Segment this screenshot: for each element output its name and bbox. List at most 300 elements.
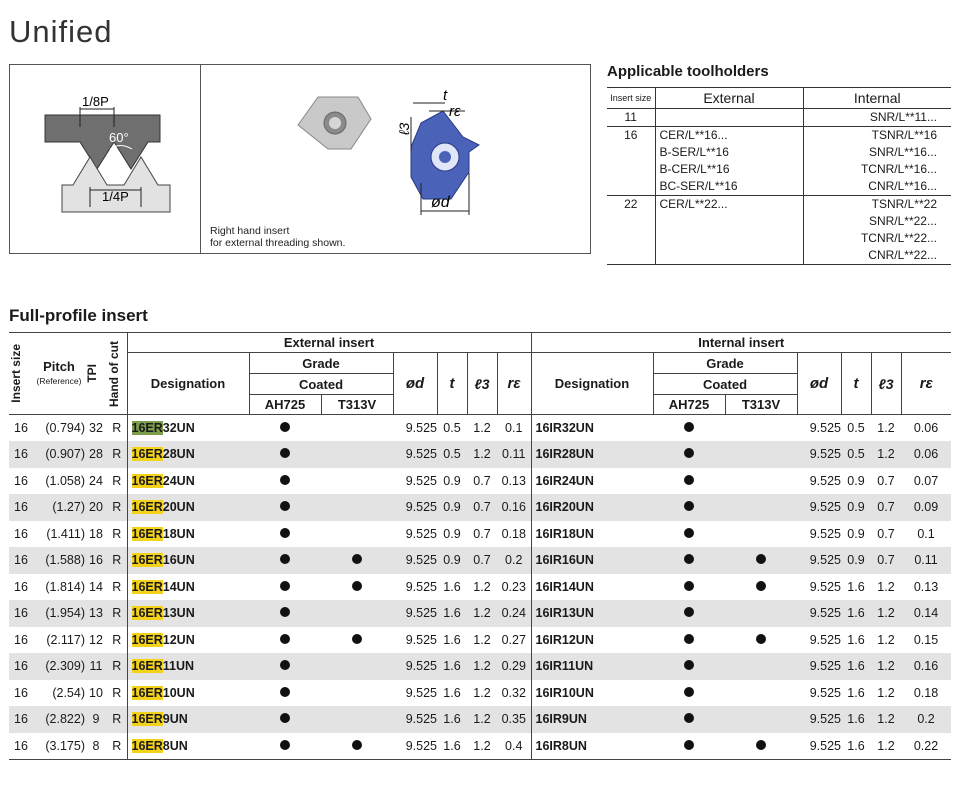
cell-int-ah725 xyxy=(653,574,725,601)
thread-profile-diagram xyxy=(40,87,180,217)
cell-int-od: 9.525 xyxy=(809,579,841,594)
toolholder-external xyxy=(655,247,803,265)
cell-ext-t: 0.9 xyxy=(437,494,467,521)
cell-tpi: 24 xyxy=(89,473,103,488)
cell-int-re: 0.16 xyxy=(901,653,951,680)
cell-int-t313v xyxy=(725,468,797,495)
cell-int-ah725 xyxy=(653,653,725,680)
cell-ext-od: 9.525 xyxy=(405,579,437,594)
ext-designation-prefix: 16ER xyxy=(131,632,163,647)
insert-row xyxy=(9,680,951,707)
cell-int-t313v xyxy=(725,627,797,654)
cell-ext-ah725 xyxy=(249,415,321,442)
cell-hand: R xyxy=(107,653,127,680)
cell-ext-designation xyxy=(127,653,249,680)
th-hand-of-cut: Hand of cut xyxy=(107,333,127,415)
cell-int-od: 9.525 xyxy=(809,473,841,488)
cell-int-l3: 1.2 xyxy=(877,685,895,700)
toolholder-row xyxy=(607,127,951,145)
cell-pitch: (3.175) xyxy=(33,733,85,760)
cell-int-l3: 0.7 xyxy=(871,547,901,574)
cell-int-t: 1.6 xyxy=(841,733,871,760)
toolholder-internal: TSNR/L**22 xyxy=(871,197,937,211)
insert-row xyxy=(9,600,951,627)
cell-ext-designation xyxy=(127,680,249,707)
ext-designation-suffix: 10UN xyxy=(162,685,195,700)
cell-int-designation: 16IR24UN xyxy=(535,473,594,488)
cell-pitch: (1.814) xyxy=(45,579,85,594)
cell-size: 16 xyxy=(9,494,33,521)
cell-int-t: 1.6 xyxy=(847,685,865,700)
ext-designation-suffix: 24UN xyxy=(162,473,195,488)
cell-ext-t313v xyxy=(321,521,393,548)
cell-ext-re: 0.1 xyxy=(497,415,531,442)
cell-pitch: (1.058) xyxy=(45,473,85,488)
cell-int-ah725 xyxy=(653,441,725,468)
insert-row xyxy=(9,627,951,654)
toolholder-size xyxy=(607,247,655,265)
cell-int-ah725 xyxy=(653,600,725,627)
cell-pitch: (1.588) xyxy=(33,547,85,574)
cell-int-designation: 16IR10UN xyxy=(535,685,594,700)
cell-int-ah725 xyxy=(653,680,725,707)
label-60deg: 60° xyxy=(109,130,129,145)
th-ext-t: t xyxy=(437,353,467,415)
cell-ext-t: 1.6 xyxy=(437,653,467,680)
grade-dot xyxy=(280,713,290,723)
grade-dot xyxy=(280,607,290,617)
th-external-insert: External insert xyxy=(127,333,531,353)
cell-int-t: 1.6 xyxy=(841,653,871,680)
grade-dot xyxy=(756,740,766,750)
cell-ext-od: 9.525 xyxy=(393,600,437,627)
cell-int-od: 9.525 xyxy=(797,494,841,521)
th-int-t: t xyxy=(841,353,871,415)
toolholder-external: B-CER/L**16 xyxy=(655,161,803,178)
insert-row xyxy=(9,706,951,733)
insert-row xyxy=(9,521,951,548)
cell-ext-t313v xyxy=(321,494,393,521)
cell-size: 16 xyxy=(14,526,28,541)
cell-ext-od: 9.525 xyxy=(405,632,437,647)
cell-size: 16 xyxy=(14,579,28,594)
cell-int-re: 0.11 xyxy=(901,547,951,574)
th-int-re: rε xyxy=(901,353,951,415)
ext-designation-suffix: 13UN xyxy=(162,606,195,621)
cell-tpi: 11 xyxy=(85,653,107,680)
grade-dot xyxy=(280,422,290,432)
cell-int-re: 0.15 xyxy=(913,632,939,647)
toolholder-row xyxy=(607,161,951,178)
grade-dot xyxy=(684,475,694,485)
diagram-divider xyxy=(200,65,201,253)
ext-designation-prefix: 16ER xyxy=(131,421,163,435)
toolholder-external xyxy=(655,213,803,230)
cell-int-ah725 xyxy=(653,733,725,760)
cell-ext-l3: 0.7 xyxy=(467,494,497,521)
cell-ext-ah725 xyxy=(249,733,321,760)
cell-ext-ah725 xyxy=(249,574,321,601)
full-profile-table xyxy=(9,332,951,760)
cell-int-designation: 16IR16UN xyxy=(531,547,653,574)
cell-ext-re: 0.13 xyxy=(497,468,531,495)
cell-int-t: 1.6 xyxy=(841,600,871,627)
cell-tpi: 16 xyxy=(85,547,107,574)
label-t: t xyxy=(443,87,448,104)
cell-int-od: 9.525 xyxy=(809,421,841,435)
cell-ext-t: 0.9 xyxy=(443,526,461,541)
grade-dot xyxy=(756,581,766,591)
cell-ext-designation xyxy=(127,521,249,548)
cell-int-designation: 16IR11UN xyxy=(531,653,653,680)
cell-ext-t313v xyxy=(321,733,393,760)
cell-int-t: 1.6 xyxy=(841,706,871,733)
cell-hand: R xyxy=(107,733,127,760)
cell-ext-l3: 0.7 xyxy=(473,526,491,541)
cell-ext-ah725 xyxy=(249,468,321,495)
cell-ext-od: 9.525 xyxy=(393,706,437,733)
th-ext-coated: Coated xyxy=(249,374,393,395)
cell-ext-re: 0.24 xyxy=(497,600,531,627)
grade-dot xyxy=(280,528,290,538)
ext-designation-suffix: 32UN xyxy=(162,421,195,435)
cell-ext-re: 0.2 xyxy=(497,547,531,574)
cell-ext-l3: 0.7 xyxy=(467,547,497,574)
cell-pitch: (0.794) xyxy=(45,421,85,435)
grade-dot xyxy=(684,687,694,697)
cell-int-od: 9.525 xyxy=(797,706,841,733)
cell-ext-re: 0.27 xyxy=(497,627,531,654)
grade-dot xyxy=(280,687,290,697)
cell-int-l3: 1.2 xyxy=(871,733,901,760)
cell-int-designation: 16IR8UN xyxy=(531,733,653,760)
cell-ext-t: 1.6 xyxy=(437,733,467,760)
toolholder-row xyxy=(607,109,951,127)
cell-ext-l3: 1.2 xyxy=(467,706,497,733)
cell-int-re: 0.07 xyxy=(913,473,939,488)
cell-ext-od: 9.525 xyxy=(393,733,437,760)
page-title: Unified xyxy=(9,14,113,49)
ext-designation-prefix: 16ER xyxy=(131,738,163,753)
cell-hand: R xyxy=(107,574,127,601)
cell-hand: R xyxy=(107,600,127,627)
cell-ext-re: 0.4 xyxy=(497,733,531,760)
grade-dot xyxy=(684,740,694,750)
grade-dot xyxy=(280,501,290,511)
insert-row xyxy=(9,547,951,574)
th-ext-re: rε xyxy=(497,353,531,415)
cell-size: 16 xyxy=(9,547,33,574)
cell-ext-ah725 xyxy=(249,441,321,468)
ext-designation-suffix: 16UN xyxy=(162,553,195,568)
label-re: rε xyxy=(449,103,461,120)
cell-tpi: 8 xyxy=(85,733,107,760)
th-int-designation: Designation xyxy=(531,353,653,415)
cell-ext-t313v xyxy=(321,600,393,627)
cell-tpi: 32 xyxy=(89,421,103,435)
cell-int-l3: 1.2 xyxy=(871,706,901,733)
toolholder-row xyxy=(607,213,951,230)
th-ext-od: ød xyxy=(393,353,437,415)
toolholder-internal: SNR/L**11... xyxy=(803,109,951,127)
cell-int-ah725 xyxy=(653,547,725,574)
insert-diagram xyxy=(293,87,513,227)
cell-size: 16 xyxy=(9,600,33,627)
th-ext-ah725: AH725 xyxy=(249,395,321,415)
cell-ext-designation xyxy=(127,733,249,760)
cell-hand: R xyxy=(107,680,127,707)
cell-int-t: 1.6 xyxy=(847,579,865,594)
cell-int-re: 0.13 xyxy=(913,579,939,594)
cell-ext-t313v xyxy=(321,547,393,574)
cell-size: 16 xyxy=(9,441,33,468)
cell-ext-l3: 0.7 xyxy=(473,473,491,488)
toolholder-internal: SNR/L**22... xyxy=(868,214,937,228)
toolholder-external: B-SER/L**16 xyxy=(655,144,803,161)
cell-int-designation: 16IR12UN xyxy=(535,632,594,647)
cell-size: 16 xyxy=(14,421,28,435)
cell-ext-designation xyxy=(127,468,249,495)
ext-designation-suffix: 18UN xyxy=(162,526,195,541)
cell-hand: R xyxy=(107,468,127,495)
grade-dot xyxy=(352,554,362,564)
label-l3: ℓ3 xyxy=(396,122,412,135)
cell-int-od: 9.525 xyxy=(797,733,841,760)
cell-int-designation: 16IR18UN xyxy=(535,526,594,541)
cell-size: 16 xyxy=(14,632,28,647)
cell-int-re: 0.14 xyxy=(901,600,951,627)
cell-hand: R xyxy=(107,547,127,574)
cell-ext-l3: 1.2 xyxy=(473,685,491,700)
ext-designation-prefix: 16ER xyxy=(131,526,163,541)
grade-dot xyxy=(280,554,290,564)
cell-int-od: 9.525 xyxy=(797,441,841,468)
cell-ext-od: 9.525 xyxy=(393,494,437,521)
insert-row xyxy=(9,468,951,495)
ext-designation-suffix: 9UN xyxy=(162,712,188,727)
cell-int-l3: 0.7 xyxy=(877,526,895,541)
grade-dot xyxy=(352,740,362,750)
cell-int-designation: 16IR13UN xyxy=(531,600,653,627)
th-ext-t313v: T313V xyxy=(321,395,393,415)
caption-line-2: for external threading shown. xyxy=(210,237,346,249)
toolholder-internal: CNR/L**16... xyxy=(803,178,951,196)
cell-ext-t: 1.6 xyxy=(437,706,467,733)
th-int-grade: Grade xyxy=(653,353,797,374)
grade-dot xyxy=(756,554,766,564)
cell-int-re: 0.09 xyxy=(901,494,951,521)
cell-ext-l3: 1.2 xyxy=(473,421,491,435)
th-ext-designation: Designation xyxy=(127,353,249,415)
cell-ext-t313v xyxy=(321,706,393,733)
cell-int-l3: 1.2 xyxy=(877,632,895,647)
cell-tpi: 18 xyxy=(89,526,103,541)
cell-int-t: 0.9 xyxy=(847,473,865,488)
cell-int-od: 9.525 xyxy=(809,685,841,700)
cell-ext-t: 0.5 xyxy=(437,441,467,468)
cell-pitch: (0.907) xyxy=(33,441,85,468)
cell-int-t: 0.9 xyxy=(841,547,871,574)
cell-ext-ah725 xyxy=(249,627,321,654)
cell-ext-l3: 1.2 xyxy=(473,579,491,594)
grade-dot xyxy=(280,634,290,644)
cell-ext-designation xyxy=(127,706,249,733)
grade-dot xyxy=(352,634,362,644)
toolholder-external xyxy=(655,109,803,127)
th-int-coated: Coated xyxy=(653,374,797,395)
ext-designation-prefix: 16ER xyxy=(131,473,163,488)
cell-int-od: 9.525 xyxy=(797,653,841,680)
cell-int-t313v xyxy=(725,600,797,627)
cell-pitch: (1.411) xyxy=(46,526,85,541)
cell-int-od: 9.525 xyxy=(797,600,841,627)
cell-int-designation: 16IR20UN xyxy=(531,494,653,521)
insert-row xyxy=(9,653,951,680)
cell-size: 16 xyxy=(14,473,28,488)
ext-designation-suffix: 20UN xyxy=(162,500,195,515)
cell-hand: R xyxy=(107,706,127,733)
cell-int-ah725 xyxy=(653,706,725,733)
cell-ext-designation xyxy=(127,415,249,442)
toolholder-row xyxy=(607,230,951,247)
cell-int-designation: 16IR14UN xyxy=(535,579,594,594)
grade-dot xyxy=(684,607,694,617)
cell-ext-ah725 xyxy=(249,600,321,627)
insert-row xyxy=(9,494,951,521)
cell-ext-re: 0.29 xyxy=(497,653,531,680)
cell-size: 16 xyxy=(9,733,33,760)
cell-ext-re: 0.16 xyxy=(497,494,531,521)
cell-ext-od: 9.525 xyxy=(405,685,437,700)
cell-ext-ah725 xyxy=(249,521,321,548)
cell-int-l3: 1.2 xyxy=(871,600,901,627)
cell-tpi: 14 xyxy=(89,579,103,594)
insert-row xyxy=(9,441,951,468)
cell-ext-t: 0.5 xyxy=(443,421,461,435)
toolholder-external xyxy=(655,230,803,247)
cell-ext-designation xyxy=(127,547,249,574)
ext-designation-prefix: 16ER xyxy=(131,685,163,700)
toolholder-external: CER/L**22... xyxy=(655,196,803,214)
toolholders-title: Applicable toolholders xyxy=(607,63,769,80)
cell-int-ah725 xyxy=(653,494,725,521)
cell-int-ah725 xyxy=(653,468,725,495)
toolholder-size xyxy=(607,213,655,230)
cell-ext-designation xyxy=(127,441,249,468)
cell-int-l3: 1.2 xyxy=(871,653,901,680)
toolholder-size xyxy=(607,161,655,178)
th-tpi: TPI xyxy=(85,333,107,415)
cell-ext-t313v xyxy=(321,627,393,654)
ext-designation-prefix: 16ER xyxy=(131,579,163,594)
cell-int-l3: 1.2 xyxy=(877,579,895,594)
toolholder-internal: TCNR/L**22... xyxy=(860,231,937,245)
ext-designation-prefix: 16ER xyxy=(131,500,163,515)
cell-int-re: 0.06 xyxy=(901,441,951,468)
grade-dot xyxy=(684,634,694,644)
cell-int-t313v xyxy=(725,441,797,468)
cell-int-ah725 xyxy=(653,521,725,548)
cell-ext-od: 9.525 xyxy=(393,547,437,574)
toolholder-size: 22 xyxy=(624,197,638,211)
cell-int-od: 9.525 xyxy=(797,547,841,574)
cell-int-l3: 1.2 xyxy=(877,421,895,435)
cell-ext-re: 0.35 xyxy=(497,706,531,733)
toolholder-size: 11 xyxy=(607,109,655,127)
grade-dot xyxy=(684,581,694,591)
cell-int-t313v xyxy=(725,547,797,574)
cell-hand: R xyxy=(107,494,127,521)
cell-ext-designation xyxy=(127,574,249,601)
cell-int-t313v xyxy=(725,653,797,680)
grade-dot xyxy=(684,448,694,458)
ext-designation-suffix: 11UN xyxy=(162,659,195,674)
insert-hole-inner xyxy=(329,117,341,129)
label-1-4p: 1/4P xyxy=(102,189,129,204)
cell-int-t313v xyxy=(725,680,797,707)
insert-row xyxy=(9,415,951,442)
cell-ext-ah725 xyxy=(249,680,321,707)
cell-int-designation: 16IR9UN xyxy=(531,706,653,733)
cell-hand: R xyxy=(107,521,127,548)
cell-ext-t: 1.6 xyxy=(443,685,461,700)
th-internal-insert: Internal insert xyxy=(531,333,951,353)
th-insert-size: Insert size xyxy=(607,88,655,109)
cell-size: 16 xyxy=(14,685,28,700)
toolholder-internal: TCNR/L**16... xyxy=(860,162,937,176)
cell-int-od: 9.525 xyxy=(809,526,841,541)
th-pitch: Pitch (Reference) xyxy=(33,333,85,415)
cell-tpi: 10 xyxy=(89,685,103,700)
grade-dot xyxy=(280,581,290,591)
cell-ext-re: 0.18 xyxy=(497,521,531,548)
th-int-l3: ℓ3 xyxy=(871,353,901,415)
label-od: ød xyxy=(431,194,450,211)
cell-ext-ah725 xyxy=(249,494,321,521)
cell-ext-t: 1.6 xyxy=(443,632,461,647)
grade-dot xyxy=(352,581,362,591)
cell-ext-ah725 xyxy=(249,547,321,574)
cell-ext-t313v xyxy=(321,680,393,707)
toolholder-row xyxy=(607,178,951,196)
cell-int-od: 9.525 xyxy=(809,632,841,647)
cell-ext-od: 9.525 xyxy=(405,421,437,435)
toolholder-internal: SNR/L**16... xyxy=(868,145,937,159)
cell-int-t313v xyxy=(725,706,797,733)
grade-dot xyxy=(280,740,290,750)
cell-tpi: 12 xyxy=(89,632,103,647)
toolholder-internal: TSNR/L**16 xyxy=(871,128,937,142)
cell-tpi: 13 xyxy=(85,600,107,627)
cell-int-re: 0.22 xyxy=(901,733,951,760)
cell-size: 16 xyxy=(9,653,33,680)
grade-dot xyxy=(280,475,290,485)
grade-dot xyxy=(684,554,694,564)
ext-designation-suffix: 12UN xyxy=(162,632,195,647)
cell-ext-re: 0.23 xyxy=(497,574,531,601)
toolholder-internal: CNR/L**22... xyxy=(803,247,951,265)
th-int-od: ød xyxy=(797,353,841,415)
grade-dot xyxy=(280,448,290,458)
cell-ext-t313v xyxy=(321,441,393,468)
cell-ext-designation xyxy=(127,627,249,654)
cell-ext-l3: 1.2 xyxy=(467,653,497,680)
cell-int-re: 0.1 xyxy=(917,526,935,541)
toolholder-row xyxy=(607,247,951,265)
toolholder-external: BC-SER/L**16 xyxy=(655,178,803,196)
th-ext-l3: ℓ3 xyxy=(467,353,497,415)
toolholder-row xyxy=(607,144,951,161)
